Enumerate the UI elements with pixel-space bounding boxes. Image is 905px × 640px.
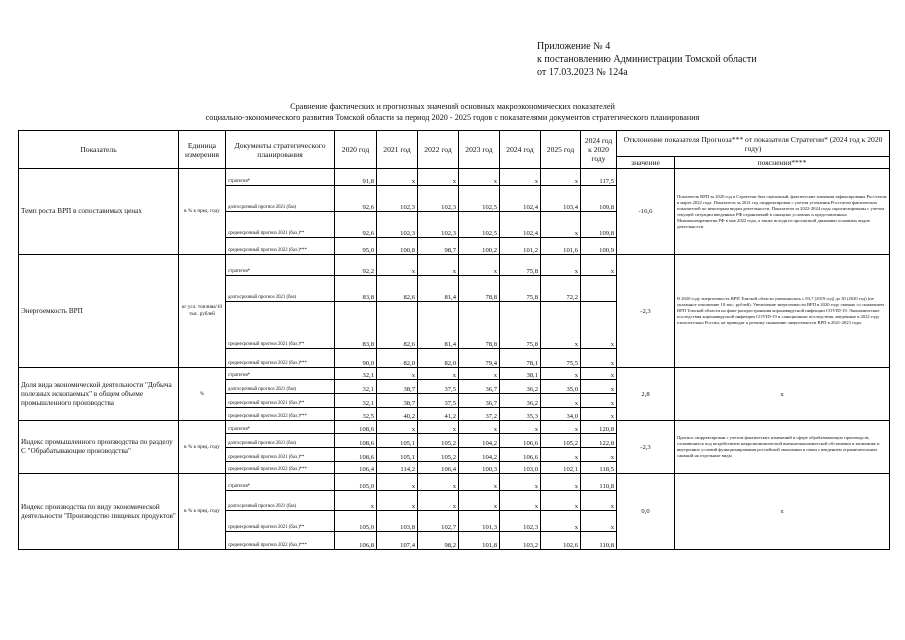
- value-cell: х: [581, 511, 617, 532]
- table-row: [19, 421, 890, 434]
- title-line-2: социально-экономического развития Томской области за период 2020 - 2025 годов с показателями документов стратегического планирования: [205, 113, 700, 122]
- planning-document: долгосрочный прогноз 2021 (баз): [226, 434, 335, 448]
- value-cell: х: [418, 491, 459, 511]
- value-cell: 82,6: [377, 302, 418, 349]
- value-cell: х: [541, 448, 581, 462]
- value-cell: 83,8: [335, 276, 377, 302]
- value-cell: 107,4: [377, 532, 418, 550]
- value-cell: 41,2: [418, 408, 459, 421]
- value-cell: х: [459, 255, 500, 276]
- planning-document: среднесрочный прогноз 2022 (баз.)***: [226, 238, 335, 255]
- value-cell: 122,8: [581, 434, 617, 448]
- value-cell: х: [459, 474, 500, 491]
- value-cell: 34,0: [541, 408, 581, 421]
- value-cell: 105,2: [418, 434, 459, 448]
- value-cell: х: [581, 302, 617, 349]
- value-cell: х: [581, 255, 617, 276]
- value-cell: 101,8: [459, 532, 500, 550]
- value-cell: 101,6: [541, 238, 581, 255]
- value-cell: 75,8: [500, 276, 541, 302]
- value-cell: х: [418, 169, 459, 186]
- table-row: [19, 368, 890, 380]
- table-row: [19, 474, 890, 491]
- deviation-explanation: Показатель ВРП за 2020 год в Стратегии был оценочный, фактические значения зафиксированы Росстатом в марте 2022 года. Показатель за 2021 год скорректирован с учетом уточнения Росстатом фактических показателей по некоторым видам деятельности. Показатели за 2022-2024 годы спрогнозированы с учетом текущей ситуации введенных РФ ограничений в санкциях условиях и представленных Минэкономразвития РФ в мае 2022 года, а также исходя из прогнозной динамики основных видов деятельности: [675, 169, 890, 255]
- value-cell: 102,3: [500, 511, 541, 532]
- planning-document: среднесрочный прогноз 2021 (баз.)**: [226, 448, 335, 462]
- value-cell: 102,5: [459, 186, 500, 212]
- value-cell: 103,0: [500, 462, 541, 474]
- planning-document: стратегия*: [226, 421, 335, 434]
- value-cell: 81,4: [418, 276, 459, 302]
- value-cell: х: [581, 349, 617, 368]
- value-cell: х: [377, 491, 418, 511]
- value-cell: х: [541, 255, 581, 276]
- value-cell: 38,7: [377, 394, 418, 408]
- value-cell: х: [418, 474, 459, 491]
- value-cell: х: [541, 212, 581, 238]
- value-cell: 78,1: [500, 349, 541, 368]
- planning-document: долгосрочный прогноз 2021 (баз): [226, 380, 335, 394]
- planning-document: среднесрочный прогноз 2022 (баз.)***: [226, 462, 335, 474]
- appendix-date: от 17.03.2023 № 124а: [537, 67, 628, 78]
- value-cell: 117,5: [581, 169, 617, 186]
- value-cell: 32,5: [335, 408, 377, 421]
- header-2023: 2023 год: [459, 131, 500, 169]
- value-cell: 105,0: [335, 474, 377, 491]
- value-cell: х: [418, 255, 459, 276]
- comparison-table: [18, 130, 890, 550]
- value-cell: 82,6: [377, 276, 418, 302]
- value-cell: 32,1: [335, 394, 377, 408]
- value-cell: х: [418, 368, 459, 380]
- value-cell: х: [581, 368, 617, 380]
- value-cell: 108,6: [335, 434, 377, 448]
- appendix-number: Приложение № 4: [537, 41, 611, 52]
- planning-document: долгосрочный прогноз 2021 (баз): [226, 276, 335, 302]
- value-cell: 106,6: [500, 434, 541, 448]
- value-cell: х: [541, 511, 581, 532]
- value-cell: х: [541, 474, 581, 491]
- value-cell: 37,5: [418, 394, 459, 408]
- value-cell: х: [581, 394, 617, 408]
- value-cell: 104,2: [459, 434, 500, 448]
- value-cell: 106,6: [500, 448, 541, 462]
- value-cell: 105,2: [541, 434, 581, 448]
- header-deviation: Отклонение показателя Прогноза*** от показателя Стратегии* (2024 год к 2020 году): [617, 131, 890, 157]
- value-cell: х: [500, 169, 541, 186]
- value-cell: 102,4: [500, 186, 541, 212]
- appendix-block: [537, 40, 757, 79]
- value-cell: 106,4: [335, 462, 377, 474]
- value-cell: 36,2: [500, 380, 541, 394]
- value-cell: 92,2: [335, 255, 377, 276]
- header-docs: Документы стратегического планирования: [226, 131, 335, 169]
- deviation-explanation: х: [675, 474, 890, 550]
- value-cell: 100,8: [377, 238, 418, 255]
- title-line-1: Сравнение фактических и прогнозных значений основных макроэкономических показателей: [290, 102, 615, 111]
- value-cell: 36,2: [500, 394, 541, 408]
- value-cell: 78,8: [459, 276, 500, 302]
- indicator-unit: кг усл. топлива/10 тыс. рублей: [179, 255, 226, 368]
- value-cell: 102,5: [459, 212, 500, 238]
- value-cell: 38,7: [377, 380, 418, 394]
- header-2024: 2024 год: [500, 131, 541, 169]
- value-cell: 102,4: [500, 212, 541, 238]
- value-cell: 100,9: [581, 238, 617, 255]
- value-cell: 100,3: [459, 462, 500, 474]
- indicator-name: Энергоемкость ВРП: [19, 255, 179, 368]
- planning-document: стратегия*: [226, 255, 335, 276]
- header-2020: 2020 год: [335, 131, 377, 169]
- value-cell: х: [541, 169, 581, 186]
- document-title: [0, 101, 905, 123]
- value-cell: 102,3: [418, 212, 459, 238]
- value-cell: 83,8: [335, 302, 377, 349]
- value-cell: х: [500, 491, 541, 511]
- value-cell: 102,3: [418, 186, 459, 212]
- deviation-explanation: В 2020 году энергоемкость ВРП Томской области уменьшилась с 83,7 (2019 год) до 30 (2020 год) (не указанное отношение 10 тыс. рублей). Увеличение энергоемкости ВРП в 2020 году связано со снижением ВРП Томской области на фоне распространения коронавирусной инфекции COVID-19. Экономические последствия коронавирусной инфекции COVID-19 и санкционные последствия, введенные в 2022 году относительно России, не приводят к резкому снижению энергоемкости ВРП в 2021-2023 годы: [675, 255, 890, 368]
- value-cell: х: [541, 394, 581, 408]
- planning-document: среднесрочный прогноз 2021 (баз.)**: [226, 511, 335, 532]
- value-cell: 110,8: [581, 532, 617, 550]
- value-cell: х: [581, 448, 617, 462]
- value-cell: х: [377, 169, 418, 186]
- value-cell: 75,8: [500, 302, 541, 349]
- value-cell: х: [541, 368, 581, 380]
- value-cell: 105,1: [377, 434, 418, 448]
- value-cell: 105,0: [335, 511, 377, 532]
- planning-document: стратегия*: [226, 169, 335, 186]
- table-row: [19, 255, 890, 276]
- value-cell: 102,3: [377, 212, 418, 238]
- value-cell: 75,5: [541, 349, 581, 368]
- value-cell: 38,1: [500, 368, 541, 380]
- indicator-unit: в % к пред. году: [179, 169, 226, 255]
- value-cell: х: [541, 302, 581, 349]
- value-cell: х: [459, 169, 500, 186]
- indicator-name: Доля вида экономической деятельности "Добыча полезных ископаемых" в общем объеме промышленного производства: [19, 368, 179, 421]
- value-cell: 100,2: [459, 238, 500, 255]
- value-cell: 110,8: [581, 474, 617, 491]
- appendix-resolution: к постановлению Администрации Томской области: [537, 54, 757, 65]
- header-value: значение: [617, 157, 675, 169]
- table-row: [19, 169, 890, 186]
- value-cell: 98,2: [418, 532, 459, 550]
- deviation-explanation: х: [675, 368, 890, 421]
- value-cell: 101,2: [500, 238, 541, 255]
- planning-document: среднесрочный прогноз 2022 (баз.)***: [226, 349, 335, 368]
- value-cell: х: [581, 408, 617, 421]
- value-cell: [581, 276, 617, 302]
- deviation-value: -16,6: [617, 169, 675, 255]
- deviation-value: 0,0: [617, 474, 675, 550]
- planning-document: среднесрочный прогноз 2021 (баз.)**: [226, 394, 335, 408]
- value-cell: 32,1: [335, 368, 377, 380]
- value-cell: х: [581, 491, 617, 511]
- value-cell: 109,8: [581, 186, 617, 212]
- value-cell: 118,5: [581, 462, 617, 474]
- indicator-unit: в % к пред. году: [179, 421, 226, 474]
- value-cell: 37,2: [459, 408, 500, 421]
- value-cell: 91,8: [335, 169, 377, 186]
- value-cell: 35,3: [500, 408, 541, 421]
- planning-document: долгосрочный прогноз 2021 (баз): [226, 491, 335, 511]
- value-cell: 37,5: [418, 380, 459, 394]
- value-cell: 35,0: [541, 380, 581, 394]
- value-cell: 95,0: [335, 238, 377, 255]
- indicator-name: Темп роста ВРП в сопоставимых ценах: [19, 169, 179, 255]
- header-2021: 2021 год: [377, 131, 418, 169]
- value-cell: 98,7: [418, 238, 459, 255]
- planning-document: среднесрочный прогноз 2021 (баз.)**: [226, 302, 335, 349]
- value-cell: 101,3: [459, 511, 500, 532]
- header-explanation: пояснения****: [675, 157, 890, 169]
- indicator-unit: в % к пред. году: [179, 474, 226, 550]
- value-cell: 106,8: [335, 532, 377, 550]
- planning-document: среднесрочный прогноз 2022 (баз.)***: [226, 532, 335, 550]
- value-cell: 105,2: [418, 448, 459, 462]
- value-cell: 79,4: [459, 349, 500, 368]
- value-cell: х: [500, 474, 541, 491]
- value-cell: х: [335, 491, 377, 511]
- deviation-value: -2,3: [617, 255, 675, 368]
- value-cell: 40,2: [377, 408, 418, 421]
- value-cell: 92,6: [335, 186, 377, 212]
- value-cell: 108,6: [335, 421, 377, 434]
- value-cell: 90,0: [335, 349, 377, 368]
- value-cell: 81,4: [418, 302, 459, 349]
- value-cell: 82,0: [418, 349, 459, 368]
- value-cell: 120,8: [581, 421, 617, 434]
- indicator-name: Индекс производства по виду экономической деятельности "Производство пищевых продуктов": [19, 474, 179, 550]
- header-2024-to-2020: 2024 год к 2020 году: [581, 131, 617, 169]
- value-cell: 106,4: [418, 462, 459, 474]
- value-cell: 102,1: [541, 462, 581, 474]
- value-cell: 109,8: [581, 212, 617, 238]
- value-cell: 102,3: [377, 186, 418, 212]
- value-cell: х: [581, 380, 617, 394]
- value-cell: х: [418, 421, 459, 434]
- indicator-name: Индекс промышленного производства по разделу С "Обрабатывающие производства": [19, 421, 179, 474]
- value-cell: 103,2: [500, 532, 541, 550]
- value-cell: х: [459, 491, 500, 511]
- value-cell: 82,0: [377, 349, 418, 368]
- deviation-explanation: Прогноз скорректирован с учетом фактических изменений в сфере обрабатывающих производств, сложившихся под воздействием макроэкономической внешнеэкономической обстановки в экономике и внутренних условий функционирования российской экономики в связи с введением ограничительных санкций на отдельные виды: [675, 421, 890, 474]
- planning-document: стратегия*: [226, 474, 335, 491]
- value-cell: 36,7: [459, 380, 500, 394]
- value-cell: 103,4: [541, 186, 581, 212]
- value-cell: 104,2: [459, 448, 500, 462]
- value-cell: 72,2: [541, 276, 581, 302]
- value-cell: 102,7: [418, 511, 459, 532]
- value-cell: 92,6: [335, 212, 377, 238]
- value-cell: х: [377, 421, 418, 434]
- indicator-unit: %: [179, 368, 226, 421]
- planning-document: стратегия*: [226, 368, 335, 380]
- value-cell: х: [377, 255, 418, 276]
- value-cell: х: [459, 421, 500, 434]
- value-cell: 105,1: [377, 448, 418, 462]
- value-cell: 78,8: [459, 302, 500, 349]
- value-cell: х: [377, 368, 418, 380]
- deviation-value: 2,8: [617, 368, 675, 421]
- header-2022: 2022 год: [418, 131, 459, 169]
- value-cell: 108,6: [335, 448, 377, 462]
- header-2025: 2025 год: [541, 131, 581, 169]
- value-cell: 36,7: [459, 394, 500, 408]
- deviation-value: -2,3: [617, 421, 675, 474]
- planning-document: среднесрочный прогноз 2021 (баз.)**: [226, 212, 335, 238]
- planning-document: долгосрочный прогноз 2021 (баз): [226, 186, 335, 212]
- value-cell: 114,2: [377, 462, 418, 474]
- header-indicator: Показатель: [19, 131, 179, 169]
- planning-document: среднесрочный прогноз 2022 (баз.)***: [226, 408, 335, 421]
- value-cell: х: [541, 421, 581, 434]
- value-cell: х: [377, 474, 418, 491]
- header-unit: Единица измерения: [179, 131, 226, 169]
- value-cell: 32,1: [335, 380, 377, 394]
- value-cell: х: [541, 491, 581, 511]
- value-cell: х: [500, 421, 541, 434]
- value-cell: х: [459, 368, 500, 380]
- value-cell: 103,8: [377, 511, 418, 532]
- value-cell: 102,6: [541, 532, 581, 550]
- value-cell: 75,8: [500, 255, 541, 276]
